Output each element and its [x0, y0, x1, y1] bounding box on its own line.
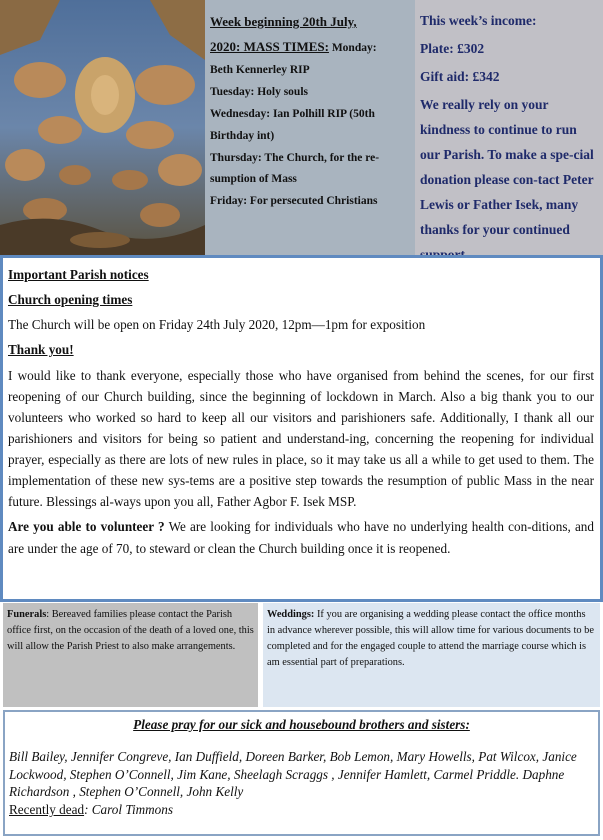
- weekly-income-panel: [415, 0, 603, 255]
- mass-times-heading-line-2: 2020: MASS TIMES:: [210, 39, 329, 55]
- monday-label: Monday:: [331, 42, 377, 55]
- thank-you-heading: Thank you!: [8, 342, 74, 358]
- weddings-text: If you are organising a wedding please contact the office months in advance wherever possible, this will allow time for various documents to be completed and for the engaged couple to attend the marriage course which is am essential part of preparations.: [267, 609, 594, 669]
- friday-intention: Friday: For persecuted Christians: [210, 195, 378, 208]
- notices-heading: Important Parish notices: [8, 267, 149, 282]
- opening-times-text: The Church will be open on Friday 24th July 2020, 12pm—1pm for exposition: [8, 317, 426, 333]
- plate-amount: Plate: £302: [420, 40, 485, 56]
- weddings-notice: [263, 603, 600, 707]
- last-judgement-painting: [0, 0, 205, 255]
- monday-intention: Beth Kennerley RIP: [210, 64, 310, 77]
- tuesday-intention: Tuesday: Holy souls: [210, 86, 308, 99]
- fresco-image: [0, 0, 205, 255]
- mass-times-heading-line-1: Week beginning 20th July,: [210, 14, 357, 29]
- sick-housebound-names: Bill Bailey, Jennifer Congreve, Ian Duffield, Doreen Barker, Bob Lemon, Mary Howells, Pat Wilcox, Janice Lockwood, Stephen O’Connell, Jim Kane, Sheelagh Scraggs , Jennifer Hamlett, Carmel Priddle. Daphne Richardson , Stephen O’Connell, John Kelly: [9, 748, 577, 800]
- volunteer-question: Are you able to volunteer ?: [8, 519, 165, 535]
- parish-notices-box: [0, 255, 603, 602]
- prayer-list-title: Please pray for our sick and housebound brothers and sisters:: [133, 717, 470, 732]
- donation-appeal: We really rely on your kindness to continue to run our Parish. To make a spe-cial donation please con-tact Peter Lewis or Father Isek, many thanks for your continued: [420, 96, 594, 237]
- opening-times-heading: Church opening times: [8, 292, 133, 308]
- funerals-notice: [3, 603, 258, 707]
- wednesday-intention: Wednesday: Ian Polhill RIP (50th Birthday int): [210, 107, 375, 142]
- weddings-label: Weddings:: [267, 609, 315, 620]
- volunteer-text: We are looking for individuals who have no underlying health con-ditions, and are under the age of 70, to steward or clean the Church building once it is reopened.: [8, 519, 594, 556]
- funerals-text: : Bereaved families please contact the Parish office first, on the occasion of the death of a loved one, this will allow the Parish Priest to also make arrangements.: [7, 609, 254, 653]
- thank-you-text: I would like to thank everyone, especially those who have organised from behind the scenes, for our first reopening of our Church building, since the beginning of lockdown in March. Also a big thank you to our volunteers who worked so hard to keep all our visitors and parishioners safe. Additionally, I thank all our parishioners and visitors for being so patient and understand-ing, concerning the reopening for individual prayer, especially as there are lots of new rules in place, so it may take us all a while to get used to them. The implementation of these new sys-tems are a positive step towards the resumption of public Mass in the near future. Blessings al-ways upon you all, Father Agbor F. Isek MSP.: [8, 367, 594, 510]
- thursday-intention: Thursday: The Church, for the re-sumption of Mass: [210, 151, 380, 186]
- mass-times-panel: [205, 0, 415, 255]
- prayer-list-box: [3, 710, 600, 836]
- gift-aid-amount: Gift aid: £342: [420, 68, 500, 84]
- income-title: This week’s income:: [420, 13, 537, 28]
- recently-dead-label: Recently dead: [9, 802, 85, 818]
- recently-dead-names: : Carol Timmons: [84, 802, 173, 818]
- funerals-label: Funerals: [7, 609, 47, 620]
